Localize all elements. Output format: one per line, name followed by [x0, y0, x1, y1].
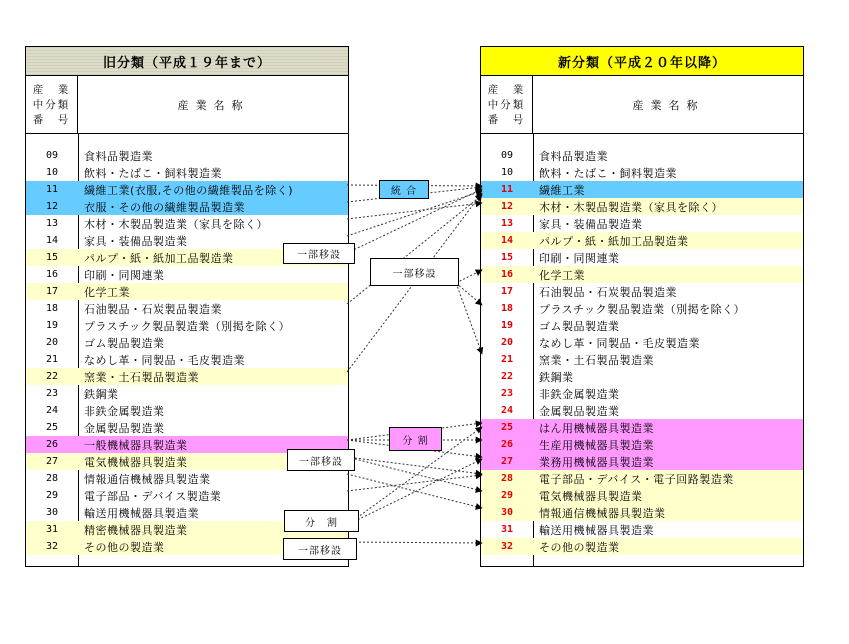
new-row-name: 繊維工業 [539, 183, 585, 197]
new-row-code: 13 [500, 218, 514, 229]
new-header-code-line2: 中分類 [487, 99, 526, 111]
arrow-partial-to-new16 [456, 270, 482, 283]
old-row-code: 14 [45, 235, 59, 246]
new-row-code: 29 [500, 490, 514, 501]
old-row-code: 12 [45, 201, 59, 212]
new-row-name: ゴム製品製造業 [539, 319, 620, 333]
arrow-old13-to-new12 [347, 203, 482, 219]
merge-label: 統 合 [379, 180, 429, 199]
new-row-name: 輸送用機械器具製造業 [539, 523, 654, 537]
old-row-code: 11 [45, 184, 59, 195]
new-row-name: 情報通信機械器具製造業 [539, 506, 666, 520]
new-row-name: 鉄鋼業 [539, 370, 574, 384]
old-row-code: 13 [45, 218, 59, 229]
arrow-old18-to-new11 [347, 195, 482, 304]
old-row-name: 印刷・同関連業 [84, 268, 165, 282]
old-row-code: 10 [45, 167, 59, 178]
arrow-old31-to-new27 [347, 459, 482, 525]
partial-move-label-1: 一部移設 [283, 243, 355, 264]
new-row-name: 電子部品・デバイス・電子回路製造業 [539, 472, 734, 486]
new-row-name: はん用機械器具製造業 [539, 421, 654, 435]
old-row-code: 15 [45, 252, 59, 263]
old-row-name: 食料品製造業 [84, 149, 153, 163]
old-row-code: 20 [45, 337, 59, 348]
new-header-code-line1: 産 業 [487, 84, 526, 96]
old-row-name: 精密機械器具製造業 [84, 523, 188, 537]
new-row-code: 27 [500, 456, 514, 467]
new-row-name: 木材・木製品製造業（家具を除く） [539, 200, 723, 214]
old-row-name: 輸送用機械器具製造業 [84, 506, 199, 520]
old-row-name: 窯業・土石製品製造業 [84, 370, 199, 384]
new-row-code: 18 [500, 303, 514, 314]
old-header-code-line1: 産 業 [32, 84, 71, 96]
new-row-code: 20 [500, 337, 514, 348]
old-row-name: 家具・装備品製造業 [84, 234, 188, 248]
split-label-1: 分 割 [389, 427, 442, 451]
new-row-name: その他の製造業 [539, 540, 620, 554]
old-row-code: 21 [45, 354, 59, 365]
new-header-code-line3: 番 号 [487, 114, 526, 126]
old-row-name: なめし革・同製品・毛皮製造業 [84, 353, 245, 367]
new-table-title: 新分類（平成２０年以降） [481, 47, 803, 76]
old-row-name: パルプ・紙・紙加工品製造業 [84, 251, 234, 265]
new-row-code: 28 [500, 473, 514, 484]
new-row-name: 生産用機械器具製造業 [539, 438, 654, 452]
arrow-old28-to-new30 [347, 474, 482, 508]
new-row-code: 15 [500, 252, 514, 263]
split-label-2: 分 割 [284, 510, 359, 532]
new-row-name: 家具・装備品製造業 [539, 217, 643, 231]
new-row-code: 19 [500, 320, 514, 331]
old-row-code: 17 [45, 286, 59, 297]
old-row-name: ゴム製品製造業 [84, 336, 165, 350]
new-row-code: 30 [500, 507, 514, 518]
old-table-title: 旧分類（平成１９年まで） [26, 47, 348, 76]
partial-move-label-3: 一部移設 [287, 449, 355, 471]
new-row-name: パルプ・紙・紙加工品製造業 [539, 234, 689, 248]
new-row-code: 10 [500, 167, 514, 178]
arrow-old29-to-new28 [347, 475, 482, 491]
old-row-code: 31 [45, 524, 59, 535]
old-row-name: 鉄鋼業 [84, 387, 119, 401]
partial-move-label-2: 一部移設 [370, 258, 459, 286]
new-row-name: 非鉄金属製造業 [539, 387, 620, 401]
new-row-code: 11 [500, 184, 514, 195]
old-row-code: 25 [45, 422, 59, 433]
old-row-code: 22 [45, 371, 59, 382]
new-row-code: 16 [500, 269, 514, 280]
new-row-code: 21 [500, 354, 514, 365]
old-row-code: 18 [45, 303, 59, 314]
old-row-code: 26 [45, 439, 59, 450]
new-row-name: 窯業・土石製品製造業 [539, 353, 654, 367]
old-row-code: 30 [45, 507, 59, 518]
old-row-name: 金属製品製造業 [84, 421, 165, 435]
old-row-code: 32 [45, 541, 59, 552]
old-row-name: 衣服・その他の繊維製品製造業 [84, 200, 245, 214]
arrow-partial-to-new14 [456, 283, 482, 305]
new-row-name: 化学工業 [539, 268, 585, 282]
old-row-name: 化学工業 [84, 285, 130, 299]
new-row-name: 業務用機械器具製造業 [539, 455, 654, 469]
new-row-code: 23 [500, 388, 514, 399]
old-row-code: 27 [45, 456, 59, 467]
new-row-name: 電気機械器具製造業 [539, 489, 643, 503]
old-row-name: 木材・木製品製造業（家具を除く） [84, 217, 268, 231]
old-row-name: プラスチック製品製造業（別掲を除く） [84, 319, 291, 333]
new-row-code: 09 [500, 150, 514, 161]
old-row-name: 電気機械器具製造業 [84, 455, 188, 469]
new-row-code: 24 [500, 405, 514, 416]
new-row-code: 17 [500, 286, 514, 297]
old-header-code-line3: 番 号 [32, 114, 71, 126]
old-row-code: 16 [45, 269, 59, 280]
new-row-code: 32 [500, 541, 514, 552]
old-row-name: 飲料・たばこ・飼料製造業 [84, 166, 222, 180]
arrow-old27-to-new29 [347, 457, 482, 491]
old-row-code: 28 [45, 473, 59, 484]
old-header-code-line2: 中分類 [32, 99, 71, 111]
old-row-code: 23 [45, 388, 59, 399]
old-row-name: 繊維工業(衣服,その他の繊維製品を除く) [84, 183, 294, 197]
old-row-name: 石油製品・石炭製品製造業 [84, 302, 222, 316]
arrow-old27-to-new28 [347, 457, 482, 474]
new-row-name: 食料品製造業 [539, 149, 608, 163]
old-row-name: 非鉄金属製造業 [84, 404, 165, 418]
old-row-name: 情報通信機械器具製造業 [84, 472, 211, 486]
new-row-name: 飲料・たばこ・飼料製造業 [539, 166, 677, 180]
new-row-code: 22 [500, 371, 514, 382]
old-row-code: 19 [45, 320, 59, 331]
new-row-name: プラスチック製品製造業（別掲を除く） [539, 302, 746, 316]
new-row-name: なめし革・同製品・毛皮製造業 [539, 336, 700, 350]
old-row-name: 電子部品・デバイス製造業 [84, 489, 222, 503]
new-row-name: 印刷・同関連業 [539, 251, 620, 265]
old-row-name: 一般機械器具製造業 [84, 438, 188, 452]
old-row-name: その他の製造業 [84, 540, 165, 554]
new-row-name: 金属製品製造業 [539, 404, 620, 418]
old-row-code: 29 [45, 490, 59, 501]
new-row-name: 石油製品・石炭製品製造業 [539, 285, 677, 299]
arrow-old32-to-new32 [347, 542, 482, 543]
partial-move-label-4: 一部移設 [283, 538, 357, 560]
new-row-code: 26 [500, 439, 514, 450]
new-row-code: 25 [500, 422, 514, 433]
old-row-code: 24 [45, 405, 59, 416]
new-row-code: 31 [500, 524, 514, 535]
old-header-name: 産業名称 [177, 99, 250, 112]
new-row-code: 14 [500, 235, 514, 246]
new-header-name: 産業名称 [632, 99, 705, 112]
new-row-code: 12 [500, 201, 514, 212]
old-row-code: 09 [45, 150, 59, 161]
